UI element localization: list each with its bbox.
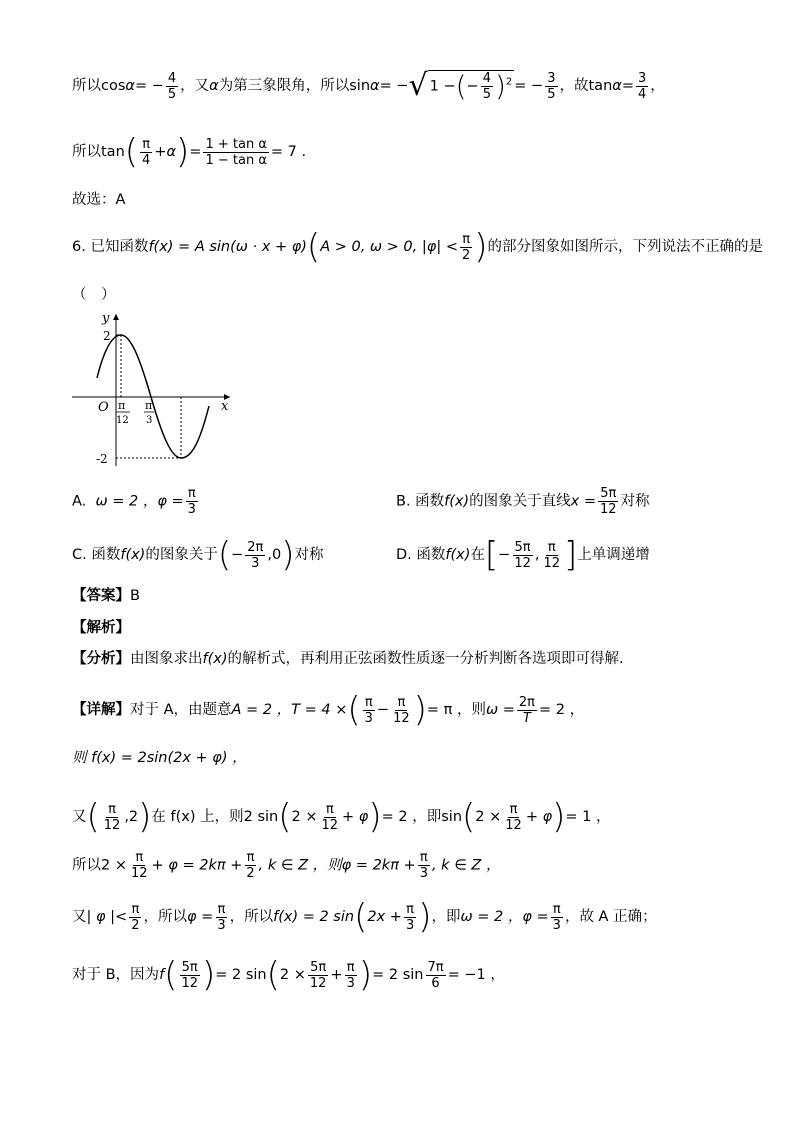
analysis-line: [72, 618, 130, 638]
frac-num: π: [462, 231, 471, 247]
frac-den: 4: [142, 152, 151, 168]
frac-num: 2π: [518, 694, 536, 710]
frac-den: 3: [251, 555, 260, 571]
frac-3-5: [545, 71, 557, 102]
paren-open: (: [266, 955, 280, 995]
detail-line-5: [72, 897, 657, 937]
frac-den: 5: [482, 87, 491, 102]
x-tick1-num: π: [118, 399, 126, 412]
frac-num: π: [246, 850, 255, 865]
d5-phi2: φ =: [522, 909, 549, 925]
paren-close: ): [176, 132, 190, 172]
detail-line-2: 则 f(x) = 2sin(2x + φ) ，: [72, 750, 247, 766]
d5-w: ω = 2 ，: [460, 909, 523, 925]
frac-num: π: [419, 850, 428, 865]
q5-line-2: [72, 132, 307, 172]
math-conditions: A > 0, ω > 0, |φ| <: [320, 239, 458, 255]
frac-num: 3: [637, 70, 647, 86]
frac-4-5-inner: [481, 71, 493, 102]
paren-open: (: [164, 955, 178, 995]
math-alpha: α: [209, 78, 219, 94]
frac-den: 3: [217, 917, 226, 933]
frac-num: 4: [167, 70, 177, 86]
option-b: [396, 486, 650, 517]
frac-num: 4: [482, 71, 491, 86]
frac-pi-3: [404, 902, 416, 933]
frac-num: π: [187, 486, 196, 501]
frac-7pi-6: [426, 960, 446, 991]
frac-den: 6: [431, 975, 440, 991]
d1-T: T = 4 ×: [291, 702, 348, 718]
q6-blank: （ ）: [72, 287, 116, 303]
paren-close: ): [418, 897, 432, 937]
math-tan: tan: [588, 78, 613, 94]
frac-num: π: [364, 694, 373, 710]
d6-inner: 2 ×: [279, 967, 306, 983]
frac-pi-3: [363, 695, 375, 726]
text-third-quadrant: 为第三象限角，所以: [218, 78, 350, 94]
d5-phi: φ =: [187, 909, 214, 925]
option-b-text1: 函数: [415, 493, 445, 510]
x-tick1-den: 12: [116, 415, 129, 426]
d1-text: 对于 A，由题意: [130, 702, 232, 718]
d3-eq1: = 1 ，: [565, 809, 611, 825]
d6-f: f: [159, 967, 165, 983]
math-eq: = −: [134, 78, 164, 94]
d3-plus: + φ: [342, 809, 369, 825]
frac-den: T: [522, 710, 531, 726]
option-b-text3: 对称: [620, 493, 650, 510]
y-tick-top: 2: [103, 329, 111, 343]
math-tan: tan: [101, 144, 125, 160]
frac-den: 5: [167, 86, 177, 102]
d3-sin: sin: [441, 809, 463, 825]
frac-den: 12: [321, 817, 339, 833]
option-c-frac: [245, 540, 265, 571]
paren-open: (: [306, 227, 321, 267]
option-c-tail: ,0: [267, 547, 282, 563]
superscript-2: 2: [505, 76, 513, 88]
frac-pi-12: [102, 802, 123, 833]
frac-den: 2: [246, 866, 255, 881]
detail-tag: 【详解】: [72, 702, 130, 718]
frac-num: π: [346, 959, 355, 975]
fenxi-pre: 由图象求出: [130, 651, 203, 667]
text-suoyi: 所以: [72, 144, 101, 160]
d5-so: ，所以: [143, 909, 187, 925]
frac-pi-12: [129, 850, 150, 881]
option-b-letter: B.: [396, 493, 411, 510]
detail-line-3: 又( $\frac{\pi}{12}$ ,2)在 f(x) 上，则2 sin(2 × $\frac{\pi}{12}$ + φ)= 2 ，即sin(2 × $\frac{\pi}{12}$ + φ)= 1 ，: [72, 797, 611, 837]
option-d-text1: 函数: [416, 547, 446, 563]
math-eq: =: [189, 144, 202, 160]
frac-5pi-12: [308, 960, 329, 991]
option-d-text2: 在: [470, 547, 485, 563]
math-eq: = −: [379, 78, 409, 94]
frac-pi-3: [215, 902, 227, 933]
option-c-text1: 函数: [91, 547, 121, 563]
frac-den: 12: [600, 502, 617, 517]
option-d-frac1: [512, 540, 533, 571]
y-tick-bottom: -2: [96, 452, 108, 466]
paren-open: (: [347, 690, 361, 730]
frac-num: π: [547, 539, 556, 555]
d3-expr: 2 sin: [243, 809, 279, 825]
option-d: D. 函数f(x)在[− $\frac{5\pi}{12}$ , $\frac{\pi}{12}$ ]上单调递增: [396, 535, 650, 575]
math-eq: = −: [514, 78, 544, 94]
d4-c: , k ∈ Z ，则: [258, 857, 342, 874]
frac-den: 3: [405, 917, 415, 933]
detail-line-4: [72, 850, 500, 881]
paren-open: (: [217, 535, 232, 575]
d1-omega: ω =: [486, 702, 515, 718]
analysis-tag: 【解析】: [72, 620, 130, 636]
d5-f: f(x) = 2 sin: [273, 909, 355, 925]
bracket-close: ]: [564, 535, 578, 575]
frac-pi-2: [460, 232, 472, 263]
paren-close: ): [368, 797, 382, 837]
stem-text-a: 6. 已知函数: [72, 239, 149, 255]
paren-close: ): [413, 690, 427, 730]
frac-pi-12: [503, 802, 524, 833]
d6-eq: = 2 sin: [215, 967, 267, 983]
option-c-letter: C.: [72, 547, 87, 563]
frac-den: 12: [309, 975, 327, 991]
answer-value: B: [130, 588, 140, 604]
option-c-text3: 对称: [294, 547, 324, 563]
math-eq: =: [621, 78, 634, 94]
d5-ie: ，即: [431, 909, 461, 925]
math-alpha: α: [166, 144, 177, 160]
d3-inner: 2 ×: [291, 809, 318, 825]
d1-eq2: = 2 ，: [539, 702, 585, 718]
paren-close: ): [494, 69, 506, 103]
option-d-letter: D.: [396, 547, 412, 563]
frac-pi-3: [345, 960, 357, 991]
option-d-frac2: [541, 540, 562, 571]
d3-on: 在 f(x) 上，则: [151, 809, 244, 825]
paren-close: ): [474, 227, 488, 267]
d1-A: A = 2 ，: [231, 702, 292, 718]
frac-num: 2π: [247, 539, 264, 555]
math-plus: +: [154, 144, 167, 160]
d6-pre: 对于 B，因为: [72, 967, 160, 983]
frac-den: 4: [637, 86, 647, 102]
frac-num: π: [108, 801, 116, 817]
frac-den: 1 − tan α: [205, 152, 267, 168]
option-b-xeq: x =: [570, 493, 597, 510]
option-c-text2: 的图象关于: [145, 547, 218, 563]
frac-num: 7π: [427, 959, 444, 975]
frac-pi-3: [551, 902, 563, 933]
frac-den: 3: [364, 710, 373, 726]
option-d-fx: f(x): [445, 547, 471, 563]
frac-den: 12: [181, 975, 198, 991]
sqrt-body: 1 −(− $\frac{4}{5}$ )$^2$: [429, 69, 513, 103]
fenxi-fx: f(x): [202, 651, 228, 667]
frac-num: π: [131, 901, 140, 917]
frac-num: 5π: [600, 486, 617, 501]
option-a-letter: A.: [72, 493, 87, 510]
x-tick2-den: 3: [146, 415, 153, 426]
fenxi-tag: 【分析】: [72, 651, 130, 667]
frac-pi-4: [140, 137, 152, 168]
option-c: C. 函数f(x)的图象关于(− $\frac{2\pi}{3}$ ,0)对称: [72, 535, 324, 575]
q6-stem: [72, 227, 764, 267]
frac-tan-formula: [203, 137, 268, 168]
d5-inner: 2x +: [367, 909, 402, 925]
frac-den: 2: [131, 917, 140, 933]
frac-num: π: [325, 801, 334, 817]
frac-num: 1 + tan α: [205, 136, 267, 152]
paren-open: (: [86, 797, 100, 837]
d5-ok: ，故 A 正确；: [564, 909, 657, 925]
origin-label: O: [98, 400, 109, 415]
frac-num: π: [397, 694, 406, 710]
d4-pre: 所以: [72, 857, 101, 874]
frac-den: 3: [187, 502, 196, 517]
sqrt-sign-icon: √: [408, 68, 428, 103]
math-cos: cos: [101, 78, 126, 94]
frac-pi-2: [244, 850, 256, 881]
frac-5pi-12: [179, 960, 200, 991]
d6-end: = −1 ，: [447, 967, 505, 983]
option-b-fx: f(x): [444, 493, 470, 510]
paren-open: (: [455, 69, 467, 103]
detail-line-6: [72, 955, 505, 995]
d1-eq-pi: = π ，则: [426, 702, 486, 718]
paren-close: ): [138, 797, 152, 837]
math-alpha: α: [125, 78, 135, 94]
frac-den: 3: [346, 975, 355, 991]
x-axis-label: x: [221, 399, 229, 414]
frac-den: 3: [552, 917, 561, 933]
frac-num: π: [552, 901, 561, 917]
text-comma: ，: [650, 78, 665, 94]
d4-b: + φ = 2kπ +: [151, 857, 243, 874]
math-result: = 7 .: [270, 144, 307, 160]
fenxi-post: 的解析式，再利用正弦函数性质逐一分析判断各选项即可得解.: [227, 651, 624, 667]
x-tick2-num: π: [145, 399, 153, 412]
d4-d: φ = 2kπ +: [341, 857, 416, 874]
paren-close: ): [281, 535, 295, 575]
frac-pi-12: [320, 802, 341, 833]
frac-den: 2: [461, 247, 471, 263]
option-a-frac: [186, 486, 198, 517]
frac-pi-12: [391, 695, 412, 726]
paren-close: ): [201, 955, 216, 995]
frac-num: π: [135, 850, 144, 865]
text-you: ，又: [180, 78, 210, 94]
frac-den: 3: [419, 866, 428, 881]
paren-open: (: [278, 797, 292, 837]
frac-den: 12: [514, 555, 531, 571]
option-a: [72, 486, 200, 517]
frac-pi-3: [418, 850, 430, 881]
option-d-text3: 上单调递增: [577, 547, 650, 563]
text-suoyi: 所以: [72, 78, 101, 94]
frac-num: 5π: [514, 539, 531, 555]
frac-2pi-T: [517, 695, 537, 726]
option-b-frac: [598, 486, 619, 517]
math-alpha: α: [370, 78, 380, 94]
frac-3-4: [636, 71, 648, 102]
frac-num: 5π: [310, 959, 327, 975]
d3-eq2: = 2 ，即: [381, 809, 442, 825]
d5-pre: 又: [72, 909, 87, 925]
math-one-minus: 1 −: [429, 78, 456, 95]
bracket-open: [: [484, 535, 499, 575]
paren-open: (: [462, 797, 476, 837]
d5-so2: ，所以: [229, 909, 274, 925]
detail-line-1: 【详解】对于 A，由题意A = 2 ，T = 4 ×( $\frac{\pi}{3}$ − $\frac{\pi}{12}$ )= π ，则ω = $\frac{2\pi}{T}$ = 2 ，: [72, 690, 585, 730]
math-alpha: α: [612, 78, 622, 94]
paren-open: (: [124, 132, 139, 172]
stem-text-b: 的部分图象如图所示，下列说法不正确的是: [487, 239, 764, 255]
frac-num: 3: [547, 70, 556, 86]
frac-num: π: [217, 901, 226, 917]
frac-num: π: [142, 136, 151, 152]
frac-num: π: [509, 801, 518, 817]
answer-line: [72, 586, 140, 606]
paren-close: ): [552, 797, 566, 837]
option-c-fx: f(x): [120, 547, 146, 563]
d3-inner: 2 ×: [475, 809, 502, 825]
sine-graph: [72, 306, 242, 471]
math-sin: sin: [349, 78, 371, 94]
frac-pi-2: [129, 902, 141, 933]
frac-den: 12: [543, 555, 561, 571]
text-gu: ，故: [559, 78, 589, 94]
frac-4-5: [166, 71, 178, 102]
q5-line-1: [72, 70, 665, 102]
frac-den: 12: [103, 817, 121, 833]
fenxi-line: [72, 649, 624, 669]
frac-num: π: [406, 901, 414, 917]
d5-abs: | φ |<: [86, 909, 128, 925]
math-func-def: f(x) = A sin(ω · x + φ): [148, 239, 307, 255]
answer-tag: 【答案】: [72, 588, 130, 604]
frac-den: 12: [130, 866, 148, 881]
frac-den: 5: [547, 86, 556, 102]
frac-den: 12: [505, 817, 522, 833]
d4-a: 2 ×: [101, 857, 127, 874]
d6-eq2: = 2 sin: [372, 967, 424, 983]
option-a-text: ω = 2 ，φ =: [95, 493, 184, 510]
q5-choice: 故选：A: [72, 192, 126, 208]
d3-plus: + φ: [525, 809, 553, 825]
option-b-text2: 的图象关于直线: [469, 493, 571, 510]
paren-open: (: [354, 897, 368, 937]
d3-you: 又: [72, 809, 87, 825]
paren-close: ): [358, 955, 373, 995]
y-axis-label: y: [102, 311, 110, 326]
d6-plus: +: [330, 967, 343, 983]
frac-num: 5π: [181, 959, 198, 975]
frac-den: 12: [393, 710, 410, 726]
d4-e: , k ∈ Z ，: [431, 857, 501, 874]
